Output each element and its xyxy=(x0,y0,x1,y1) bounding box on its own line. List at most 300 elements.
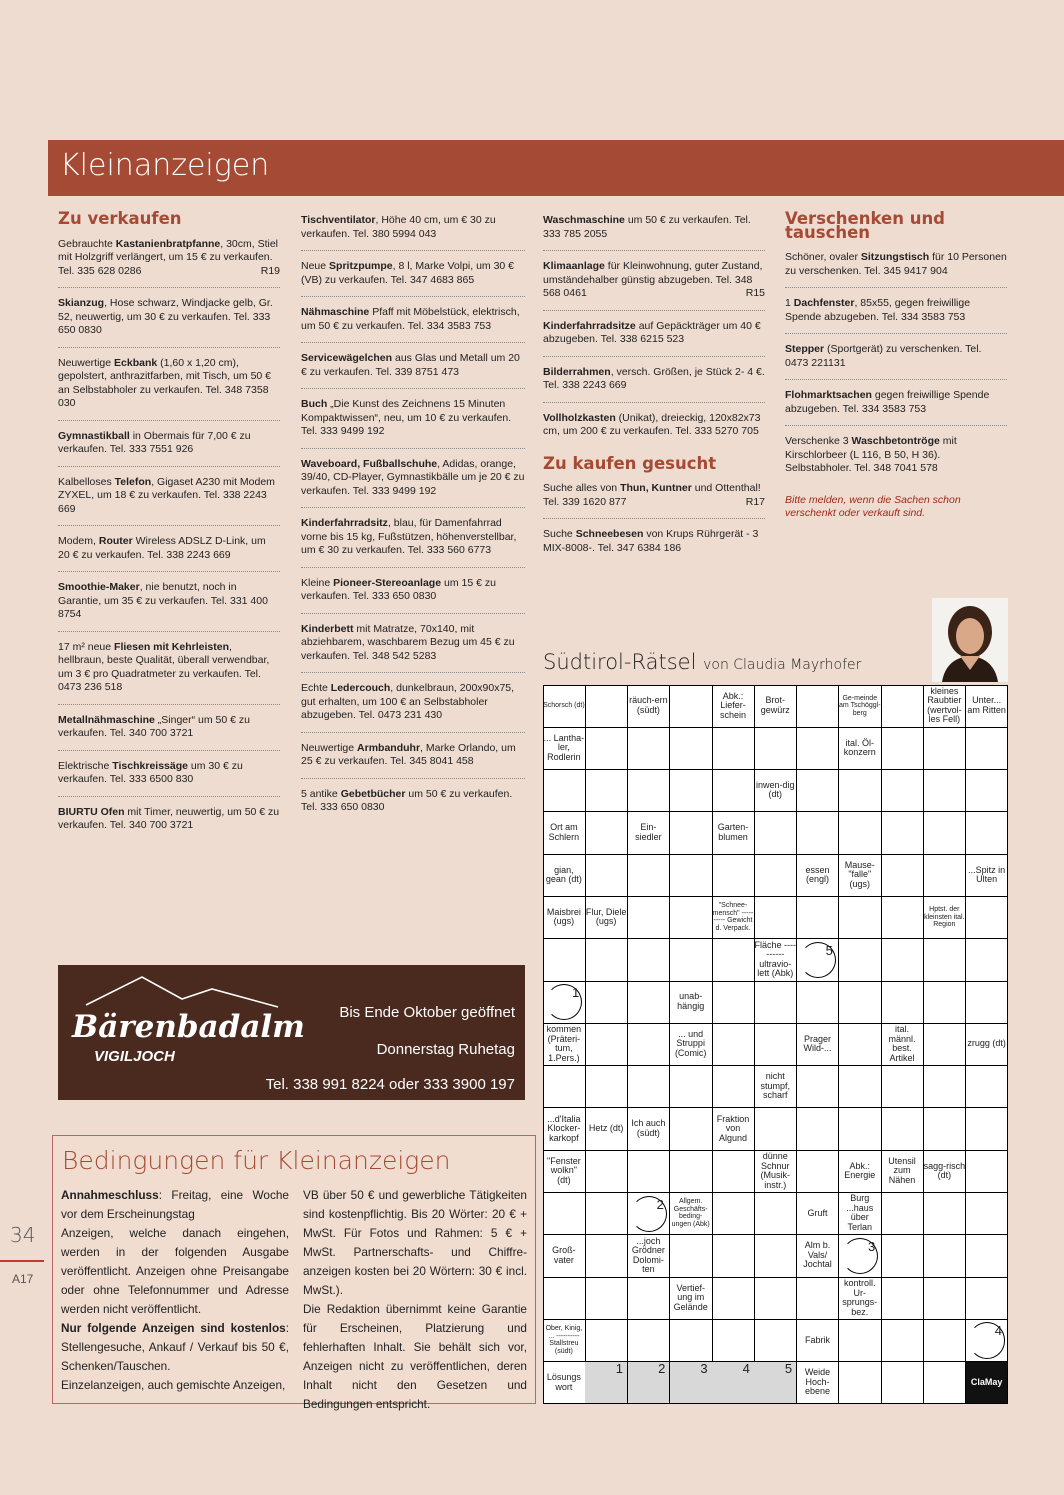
clue-cell: Vertief-ung im Gelände xyxy=(670,1277,713,1320)
answer-cell[interactable] xyxy=(881,727,924,770)
ad-text: Schöner, ovaler xyxy=(785,251,861,263)
answer-cell[interactable] xyxy=(754,1319,797,1362)
clue-cell: Ich auch (südt) xyxy=(628,1108,671,1151)
ad-text: mit Matratze, 70x140, mit abziehbarem, waschbarem Bezug um 45 € zu verkaufen. Tel. 348 542 5283 xyxy=(301,622,515,662)
answer-cell[interactable] xyxy=(966,1277,1009,1320)
clue-cell: räuch-ern (südt) xyxy=(628,685,671,728)
ad-text: „Die Kunst des Zeichnens 15 Minuten Kompaktwissen“, neu, um 10 € zu verkaufen. Tel. 333 9499 192 xyxy=(301,398,512,437)
answer-cell[interactable] xyxy=(670,1108,713,1151)
answer-cell[interactable] xyxy=(585,1023,628,1066)
answer-cell[interactable] xyxy=(923,1362,966,1405)
ad-text: , dunkelbraun, 200x90x75, gut erhalten, um 100 € an Selbstabholer abzugeben. Tel. 0473 231 430 xyxy=(301,682,515,721)
credit-cell: ClaMay xyxy=(966,1362,1009,1405)
ad-text: , blau, für Damenfahrrad vorne bis 15 kg, Fußstützen, höhenverstellbar, um € 30 zu verkaufen. Tel. 333 560 6773 xyxy=(301,517,517,556)
clue-cell: ...joch Grödner Dolomi-ten xyxy=(628,1235,671,1278)
answer-cell[interactable] xyxy=(543,770,586,813)
answer-cell[interactable] xyxy=(881,854,924,897)
answer-cell[interactable] xyxy=(585,812,628,855)
ad-item xyxy=(785,389,1007,426)
answer-cell[interactable] xyxy=(923,770,966,813)
ad-text: Gebetbücher xyxy=(340,787,406,800)
answer-cell[interactable] xyxy=(670,854,713,897)
column-4 xyxy=(785,209,1007,521)
answer-cell[interactable] xyxy=(797,770,840,813)
clue-cell: zrugg (dt) xyxy=(966,1023,1009,1066)
clue-cell: Weide Hoch-ebene xyxy=(797,1362,840,1405)
clue-cell: Schorsch (dt) xyxy=(543,685,586,728)
ad-item xyxy=(301,458,525,509)
solution-marker-circle: 4 xyxy=(969,1322,1005,1358)
ad-item xyxy=(301,398,525,449)
answer-cell[interactable] xyxy=(628,1066,671,1109)
banner-line-2: Donnerstag Ruhetag xyxy=(376,1041,515,1058)
solution-number: 4 xyxy=(742,1361,750,1376)
answer-cell[interactable] xyxy=(670,812,713,855)
header-bar xyxy=(48,140,1064,196)
ad-text: Stepper xyxy=(785,343,825,355)
answer-cell[interactable] xyxy=(839,1319,882,1362)
answer-cell[interactable] xyxy=(585,1362,628,1405)
answer-cell[interactable] xyxy=(966,727,1009,770)
ad-text: Metallnähmaschine xyxy=(58,713,155,726)
answer-cell[interactable] xyxy=(670,1235,713,1278)
answer-cell[interactable] xyxy=(712,1235,755,1278)
ad-item xyxy=(301,623,525,674)
clue-cell: Flur, Diele (ugs) xyxy=(585,896,628,939)
answer-cell[interactable] xyxy=(628,1319,671,1362)
section-heading-verschenken: Verschenken und tauschen xyxy=(785,209,945,242)
answer-cell[interactable] xyxy=(585,1066,628,1109)
ad-text: Wireless ADSLZ D-Link, um 20 € zu verkaufen. Tel. 338 2243 669 xyxy=(58,535,266,561)
ad-item xyxy=(58,714,280,751)
answer-cell[interactable] xyxy=(543,939,586,982)
clue-cell: Ge-meinde am Tschöggl-berg xyxy=(839,685,882,728)
answer-cell[interactable] xyxy=(881,939,924,982)
ad-text: Waveboard, Fußballschuhe xyxy=(301,457,438,470)
ad-item xyxy=(58,297,280,348)
answer-cell[interactable] xyxy=(839,770,882,813)
clue-cell: nicht stumpf, scharf xyxy=(754,1066,797,1109)
answer-cell[interactable] xyxy=(881,685,924,728)
ad-text: Neue xyxy=(301,260,330,272)
ad-text: Modem, xyxy=(58,535,99,547)
answer-cell[interactable] xyxy=(754,981,797,1024)
ad-text: Neuwertige xyxy=(58,356,115,369)
ad-item xyxy=(58,806,280,842)
ad-text: Sitzungstisch xyxy=(860,251,930,263)
ad-item xyxy=(543,482,765,519)
ad-text: Kinderbett xyxy=(301,622,354,635)
solution-number: 2 xyxy=(658,1361,666,1376)
answer-cell[interactable] xyxy=(585,1319,628,1362)
answer-cell[interactable] xyxy=(923,981,966,1024)
ad-item xyxy=(301,788,525,824)
answer-cell[interactable] xyxy=(585,1235,628,1278)
answer-cell[interactable] xyxy=(585,685,628,728)
answer-cell[interactable] xyxy=(585,1277,628,1320)
ad-text: Router xyxy=(98,535,133,547)
cond-text-5: VB über 50 € und gewerbliche Tätigkeiten sind kostenpflichtig. Bis 20 Wörter: 20 € + MwSt. Für Fotos und Rahmen: 5 € + MwSt. Partnerschafts- und Chiffre- anzeigen kosten bei 20 Wörtern: 30 € incl. MwSt.). xyxy=(303,1188,527,1297)
ad-item xyxy=(58,476,280,527)
answer-cell[interactable] xyxy=(712,1150,755,1193)
ad-item xyxy=(543,214,765,251)
ad-text: für Kleinwohnung, guter Zustand, umständehalber günstig abzugeben. Tel. 348 568 0461 xyxy=(543,260,763,299)
page-rule xyxy=(0,1260,44,1262)
answer-cell[interactable] xyxy=(881,1108,924,1151)
answer-cell[interactable] xyxy=(839,1108,882,1151)
ad-text: Buch xyxy=(301,398,328,410)
answer-cell[interactable] xyxy=(712,1023,755,1066)
ad-text: Armbanduhr xyxy=(357,741,421,754)
ad-text: Vollholzkasten xyxy=(543,411,616,424)
answer-cell[interactable] xyxy=(797,1277,840,1320)
answer-cell[interactable] xyxy=(670,685,713,728)
answer-cell[interactable] xyxy=(839,939,882,982)
answer-cell[interactable] xyxy=(881,1277,924,1320)
ad-text: (1,60 x 1,20 cm), gepolstert, anthrazitfarben, mit Tisch, um 50 € an Selbstabholer zu verkaufen. Tel. 348 7358 030 xyxy=(58,356,272,409)
answer-cell[interactable] xyxy=(881,1362,924,1405)
clue-cell: Abk.: Liefer-schein xyxy=(712,685,755,728)
answer-cell[interactable] xyxy=(881,896,924,939)
answer-cell[interactable] xyxy=(881,812,924,855)
answer-cell[interactable] xyxy=(585,981,628,1024)
answer-cell[interactable] xyxy=(881,1193,924,1236)
clue-cell: Hetz (dt) xyxy=(585,1108,628,1151)
answer-cell[interactable] xyxy=(670,1150,713,1193)
ad-text: Gymnastikball xyxy=(58,429,130,442)
answer-cell[interactable] xyxy=(754,1193,797,1236)
ad-text: Klimaanlage xyxy=(543,260,605,272)
section-heading-verkaufen: Zu verkaufen xyxy=(58,209,182,228)
clue-cell: ital. männl. best. Artikel xyxy=(881,1023,924,1066)
clue-cell: Brot-gewürz xyxy=(754,685,797,728)
answer-cell[interactable] xyxy=(839,812,882,855)
answer-cell[interactable] xyxy=(628,1277,671,1320)
ad-text: Ledercouch xyxy=(330,682,391,694)
ad-text: Kastanienbratpfanne xyxy=(115,237,221,250)
answer-cell[interactable] xyxy=(797,812,840,855)
answer-cell[interactable] xyxy=(754,727,797,770)
ad-code: R17 xyxy=(745,495,765,508)
answer-cell[interactable] xyxy=(966,1108,1009,1151)
ad-text: Tischventilator xyxy=(301,214,376,226)
answer-cell[interactable] xyxy=(839,981,882,1024)
ad-text: um 30 € zu verkaufen. Tel. 333 6500 830 xyxy=(58,759,243,785)
answer-cell[interactable] xyxy=(712,854,755,897)
clue-cell: Alm b. Vals/ Jochtal xyxy=(797,1235,840,1278)
answer-cell[interactable] xyxy=(628,1023,671,1066)
clue-cell: Utensil zum Nähen xyxy=(881,1150,924,1193)
ad-text: „Singer“ um 50 € zu verkaufen. Tel. 340 700 3721 xyxy=(58,713,251,739)
ad-text: 1 xyxy=(785,297,794,309)
answer-cell[interactable] xyxy=(712,727,755,770)
clue-cell: Unter... am Ritten xyxy=(966,685,1009,728)
ad-text: Telefon xyxy=(114,475,152,488)
puzzle-author: von Claudia Mayrhofer xyxy=(703,657,862,673)
ad-item xyxy=(785,297,1007,334)
ad-text: Kinderfahrradsitze xyxy=(543,319,636,332)
answer-cell[interactable] xyxy=(670,939,713,982)
banner-line-1: Bis Ende Oktober geöffnet xyxy=(339,1004,515,1021)
ad-item xyxy=(301,214,525,251)
section-heading-gesucht: Zu kaufen gesucht xyxy=(543,453,717,473)
cond-text-4: Einzelanzeigen, auch gemischte Anzeigen, xyxy=(61,1378,286,1392)
answer-cell[interactable] xyxy=(966,1066,1009,1109)
answer-cell[interactable] xyxy=(797,896,840,939)
answer-cell[interactable] xyxy=(881,981,924,1024)
answer-cell[interactable] xyxy=(966,939,1009,982)
answer-cell[interactable] xyxy=(966,812,1009,855)
conditions-col-1 xyxy=(61,1186,289,1395)
answer-cell[interactable] xyxy=(923,1277,966,1320)
answer-cell[interactable] xyxy=(628,770,671,813)
ad-item xyxy=(543,366,765,403)
answer-cell[interactable] xyxy=(712,770,755,813)
ad-code: R19 xyxy=(260,264,280,277)
clue-cell: Lösungs wort xyxy=(543,1362,586,1405)
answer-cell[interactable] xyxy=(712,1193,755,1236)
answer-cell[interactable] xyxy=(923,1193,966,1236)
ad-text: (Sportgerät) zu verschenken. Tel. 0473 221131 xyxy=(785,343,982,369)
ad-item xyxy=(543,412,765,448)
clue-cell: Maisbrei (ugs) xyxy=(543,896,586,939)
answer-cell[interactable] xyxy=(839,896,882,939)
answer-cell[interactable] xyxy=(712,939,755,982)
banner-line-3: Tel. 338 991 8224 oder 333 3900 197 xyxy=(265,1076,515,1093)
answer-cell[interactable] xyxy=(670,770,713,813)
answer-cell[interactable] xyxy=(670,896,713,939)
ad-text: und Ottenthal! Tel. 339 1620 877 xyxy=(543,482,761,508)
clue-cell: Garten-blumen xyxy=(712,812,755,855)
clue-cell: Prager Wild-... xyxy=(797,1023,840,1066)
ad-text: 5 antike xyxy=(301,787,341,800)
answer-cell[interactable] xyxy=(628,981,671,1024)
answer-cell[interactable] xyxy=(712,981,755,1024)
ad-text: 17 m² neue xyxy=(58,640,115,653)
cond-text-6: Die Redaktion übernimmt keine Garantie für Erscheinen, Platzierung und fehlerhaften Inhalt. Sie behält sich vor, Anzeigen nicht zu veröffentlichen, deren Inhalt nicht den Gesetzen und Bedingungen entspricht. xyxy=(303,1302,527,1411)
clue-cell: Abk.: Energie xyxy=(839,1150,882,1193)
puzzle-title-text: Südtirol-Rätsel xyxy=(543,650,697,674)
answer-cell[interactable] xyxy=(881,1066,924,1109)
answer-cell[interactable] xyxy=(923,939,966,982)
answer-cell[interactable] xyxy=(543,1066,586,1109)
ad-item xyxy=(301,517,525,568)
answer-cell[interactable] xyxy=(754,896,797,939)
answer-cell[interactable] xyxy=(628,854,671,897)
answer-cell[interactable] xyxy=(712,1277,755,1320)
ad-text: Servicewägelchen xyxy=(301,352,393,364)
banner-sub: VIGILJOCH xyxy=(94,1048,175,1065)
answer-cell[interactable] xyxy=(628,1362,671,1405)
answer-cell[interactable] xyxy=(670,1319,713,1362)
answer-cell[interactable] xyxy=(585,770,628,813)
column-1 xyxy=(58,209,280,851)
ad-item xyxy=(58,430,280,467)
clue-cell: gian, gean (dt) xyxy=(543,854,586,897)
answer-cell[interactable] xyxy=(628,1150,671,1193)
answer-cell[interactable] xyxy=(585,727,628,770)
answer-cell[interactable] xyxy=(966,1193,1009,1236)
clue-cell: ... Lantha-ler, Rodlerin xyxy=(543,727,586,770)
ad-item xyxy=(301,352,525,389)
ad-text: mit Timer, neuwertig, um 50 € zu verkaufen. Tel. 340 700 3721 xyxy=(58,805,280,831)
answer-cell[interactable] xyxy=(923,1108,966,1151)
ad-text: Verschenke 3 xyxy=(785,435,852,447)
answer-cell[interactable] xyxy=(966,981,1009,1024)
ad-text: , Gigaset A230 mit Modem ZYXEL, um 18 € zu verkaufen. Tel. 338 2243 669 xyxy=(58,475,275,515)
clue-cell: Ein-siedler xyxy=(628,812,671,855)
answer-cell[interactable] xyxy=(839,1362,882,1405)
page-code: A17 xyxy=(12,1272,34,1286)
ad-text: , Höhe 40 cm, um € 30 zu verkaufen. Tel. 380 5994 043 xyxy=(301,214,496,240)
answer-cell[interactable] xyxy=(881,770,924,813)
clue-cell: unab-hängig xyxy=(670,981,713,1024)
answer-cell[interactable] xyxy=(585,854,628,897)
clue-cell: ...Spitz in Ulten xyxy=(966,854,1009,897)
ad-text: Waschbetontröge xyxy=(851,435,940,447)
answer-cell[interactable] xyxy=(966,896,1009,939)
answer-cell[interactable] xyxy=(712,1066,755,1109)
answer-cell[interactable] xyxy=(797,1066,840,1109)
ad-text: , 30cm, Stiel mit Holzgriff verlängert, um 15 € zu verkaufen. Tel. 335 628 0286 xyxy=(58,237,279,277)
solution-number: 5 xyxy=(784,1361,793,1376)
ad-text: Thun, Kuntner xyxy=(620,482,692,494)
note-text: Bitte melden, wenn die Sachen schon verschenkt oder verkauft sind. xyxy=(785,493,961,519)
ad-text: Nähmaschine xyxy=(301,306,370,318)
ad-text: Spritzpumpe xyxy=(329,260,393,272)
ad-text: Neuwertige xyxy=(301,741,358,754)
answer-cell[interactable] xyxy=(923,727,966,770)
ad-text: um 50 € zu verkaufen. Tel. 333 650 0830 xyxy=(301,787,513,813)
answer-cell[interactable] xyxy=(839,1066,882,1109)
baerenbadalm-banner xyxy=(58,965,525,1100)
answer-cell[interactable] xyxy=(966,770,1009,813)
answer-cell[interactable] xyxy=(585,939,628,982)
ad-text: , Adidas, orange, 39/40, CD-Player, Gymnastikbälle um je 20 € zu verkaufen. Tel. 333 9499 192 xyxy=(301,457,525,497)
ad-text: Elektrische xyxy=(58,759,113,772)
clue-cell: Allgem. Geschäfts-beding-ungen (Abk) xyxy=(670,1193,713,1236)
clue-cell: Groß-vater xyxy=(543,1235,586,1278)
clue-cell: ... und Struppi (Comic) xyxy=(670,1023,713,1066)
answer-cell[interactable] xyxy=(670,1066,713,1109)
ad-text: Schneebesen xyxy=(575,528,644,540)
column-2 xyxy=(301,214,525,833)
answer-cell[interactable] xyxy=(839,1023,882,1066)
ad-item xyxy=(543,260,765,311)
ad-text: um 50 € zu verkaufen. Tel. 333 785 2055 xyxy=(543,214,751,240)
ad-item xyxy=(301,577,525,614)
answer-cell[interactable] xyxy=(923,854,966,897)
answer-cell[interactable] xyxy=(754,854,797,897)
clue-cell: "Fenster wolkn" (dt) xyxy=(543,1150,586,1193)
cond-bold-2: Nur folgende Anzeigen sind kostenlos xyxy=(61,1321,286,1335)
mountain-logo-icon xyxy=(82,973,282,1009)
answer-cell[interactable] xyxy=(754,1362,797,1405)
answer-cell[interactable] xyxy=(797,981,840,1024)
ad-text: Tischkreissäge xyxy=(112,759,188,772)
answer-cell[interactable] xyxy=(966,1150,1009,1193)
answer-cell[interactable] xyxy=(670,727,713,770)
ad-item xyxy=(785,251,1007,288)
ad-item xyxy=(301,742,525,779)
puzzle-title xyxy=(543,650,861,674)
clue-cell: "Schnee-mensch" ---------- Gewicht d. Verpack. xyxy=(712,896,755,939)
ad-text: , versch. Größen, je Stück 2- 4 €. Tel. 338 2243 669 xyxy=(543,365,765,391)
answer-cell[interactable] xyxy=(543,1277,586,1320)
cond-bold-1: Annahmeschluss xyxy=(61,1188,159,1202)
answer-cell[interactable] xyxy=(712,1319,755,1362)
answer-cell[interactable] xyxy=(966,1235,1009,1278)
answer-cell[interactable] xyxy=(585,1150,628,1193)
ad-item xyxy=(301,682,525,733)
page-title: Kleinanzeigen xyxy=(60,148,270,183)
ad-item xyxy=(785,343,1007,380)
answer-cell[interactable] xyxy=(754,1108,797,1151)
answer-cell[interactable] xyxy=(797,1150,840,1193)
clue-cell: ...d'Italia Klocker-karkopf xyxy=(543,1108,586,1151)
answer-cell[interactable] xyxy=(754,1277,797,1320)
author-photo xyxy=(932,598,1008,682)
ad-text: , Marke Orlando, um 25 € zu verkaufen. Tel. 345 8041 458 xyxy=(301,741,516,767)
answer-cell[interactable] xyxy=(881,1235,924,1278)
answer-cell[interactable] xyxy=(712,1362,755,1405)
column-3 xyxy=(543,214,765,573)
ad-item xyxy=(301,306,525,343)
ad-text: Pioneer-Stereoanlage xyxy=(333,576,442,589)
answer-cell[interactable] xyxy=(628,939,671,982)
answer-cell[interactable] xyxy=(923,1023,966,1066)
answer-cell[interactable] xyxy=(797,727,840,770)
solution-number: 1 xyxy=(615,1361,624,1376)
ad-text: Fliesen mit Kehrleisten xyxy=(114,640,229,653)
answer-cell[interactable] xyxy=(754,812,797,855)
ad-text: aus Glas und Metall um 20 € zu verkaufen. Tel. 339 8751 473 xyxy=(301,352,520,378)
solution-marker-circle: 3 xyxy=(842,1238,878,1274)
ad-text: um 15 € zu verkaufen. Tel. 333 650 0830 xyxy=(301,576,496,602)
portrait-image xyxy=(932,598,1008,682)
answer-cell[interactable] xyxy=(628,896,671,939)
clue-cell: Fraktion von Algund xyxy=(712,1108,755,1151)
ad-item xyxy=(301,260,525,297)
answer-cell[interactable] xyxy=(754,1023,797,1066)
answer-cell[interactable] xyxy=(628,727,671,770)
ad-text: , hellbraun, beste Qualität, überall verwendbar, um 3 € pro Quadratmeter zu verkaufen. Tel. 0473 236 518 xyxy=(58,640,270,693)
answer-cell[interactable] xyxy=(797,685,840,728)
answer-cell[interactable] xyxy=(923,812,966,855)
clue-cell: kleines Raubtier (wertvol-les Fell) xyxy=(923,685,966,728)
ad-text: Bilderrahmen xyxy=(543,365,611,378)
clue-cell: Fläche ---------- ultravio-lett (Abk) xyxy=(754,939,797,982)
solution-marker-circle: 2 xyxy=(631,1196,667,1232)
ad-text: Eckbank xyxy=(114,356,158,369)
answer-cell[interactable] xyxy=(923,1066,966,1109)
answer-cell[interactable] xyxy=(754,1235,797,1278)
answer-cell[interactable] xyxy=(923,1235,966,1278)
answer-cell[interactable] xyxy=(670,1362,713,1405)
answer-cell[interactable] xyxy=(585,1193,628,1236)
clue-cell: Gruft xyxy=(797,1193,840,1236)
answer-cell[interactable] xyxy=(881,1319,924,1362)
clue-cell: Fabrik xyxy=(797,1319,840,1362)
clue-cell: essen (engl) xyxy=(797,854,840,897)
ad-text: Kleine xyxy=(301,576,334,589)
ad-text: für 10 Personen zu verschenken. Tel. 345 9417 904 xyxy=(785,251,1007,277)
ad-text: , Hose schwarz, Windjacke gelb, Gr. 52, neuwertig, um 30 € zu verkaufen. Tel. 333 650 0830 xyxy=(58,297,273,336)
answer-cell[interactable] xyxy=(543,1193,586,1236)
answer-cell[interactable] xyxy=(923,1319,966,1362)
crossword-grid[interactable] xyxy=(543,685,1008,1404)
answer-cell[interactable] xyxy=(797,1108,840,1151)
